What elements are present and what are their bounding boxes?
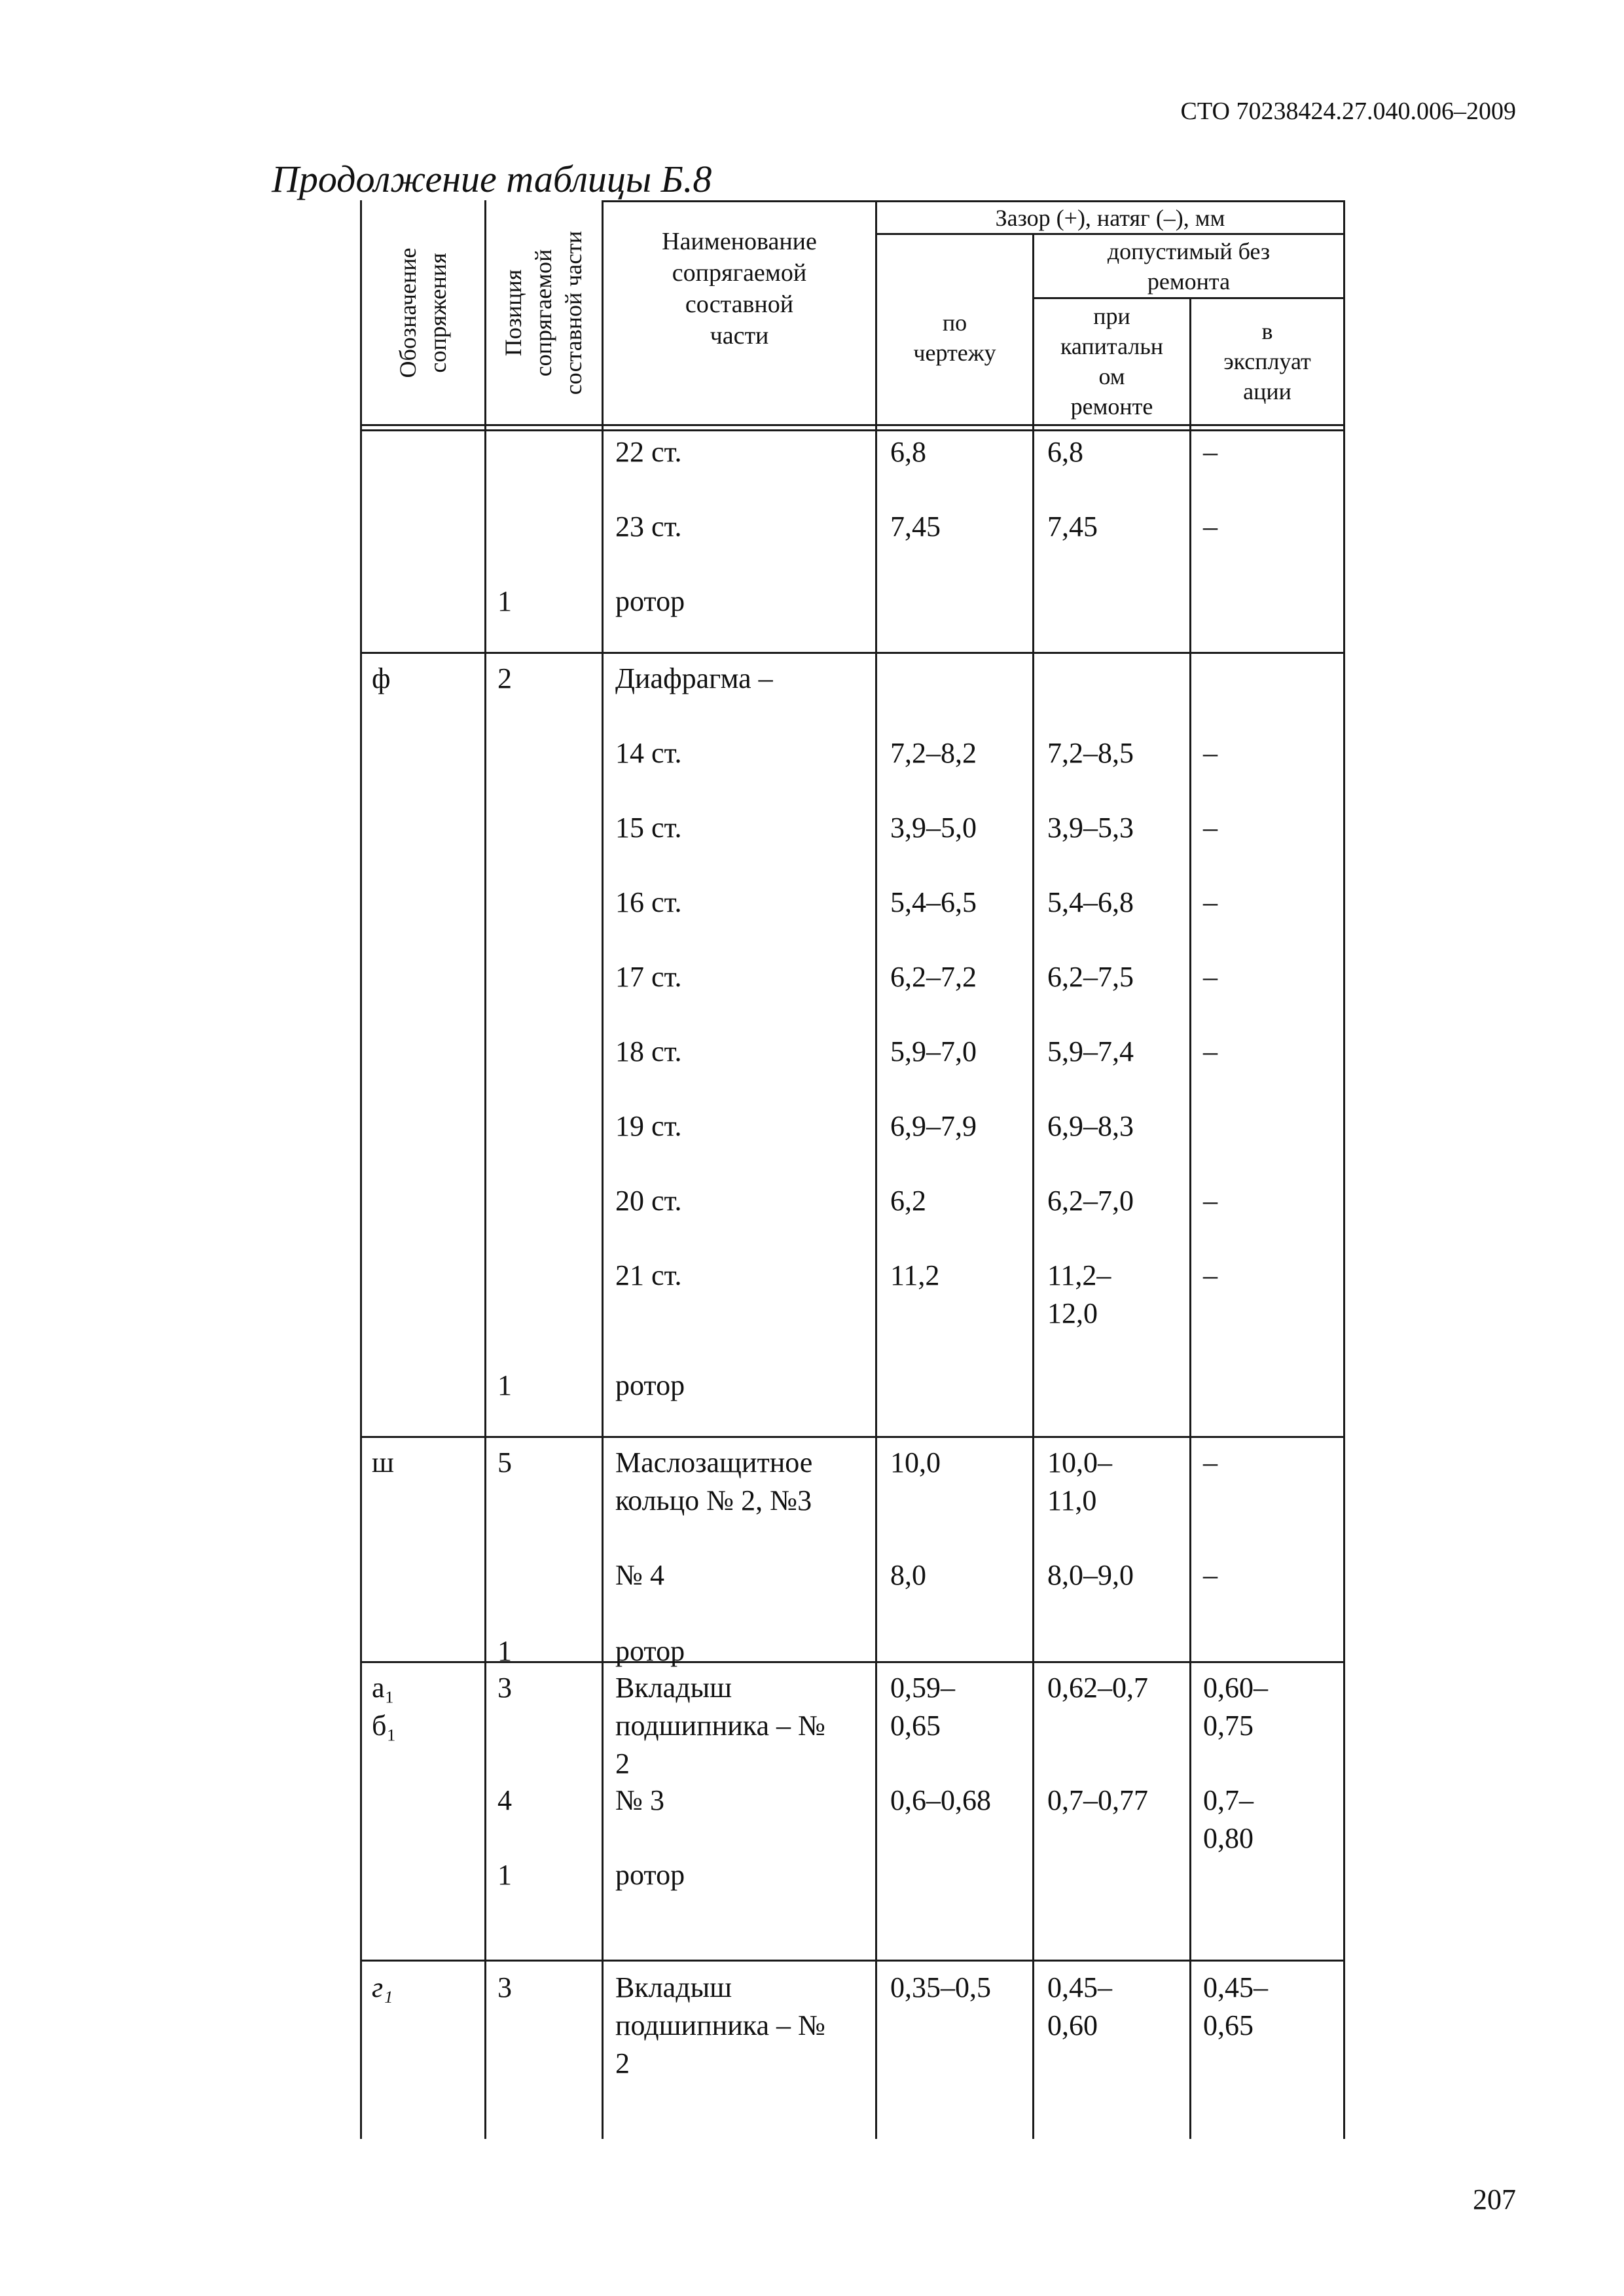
cell-pos: 3 bbox=[497, 1971, 512, 2003]
table-left-border bbox=[360, 200, 362, 2139]
cell-name: ротор bbox=[615, 1369, 685, 1401]
cell-cap: 6,8 bbox=[1047, 436, 1083, 468]
header-bottom-line bbox=[360, 424, 1345, 426]
cell-name: Диафрагма – bbox=[615, 662, 773, 694]
page-number: 207 bbox=[1473, 2183, 1516, 2215]
cell-oper: – bbox=[1203, 737, 1218, 769]
cell-draw: 5,9–7,0 bbox=[890, 1035, 977, 1067]
cell-draw: 7,2–8,2 bbox=[890, 737, 977, 769]
cell-draw: 10,0 bbox=[890, 1446, 941, 1479]
col-divider-4 bbox=[1032, 233, 1034, 2139]
cell-mark: г₁ bbox=[372, 1971, 393, 2003]
cell-cap: 5,4–6,8 bbox=[1047, 886, 1134, 918]
col-divider-3 bbox=[875, 200, 877, 2139]
cell-mark: а₁ б₁ bbox=[372, 1672, 397, 1742]
cell-cap: 10,0– 11,0 bbox=[1047, 1446, 1112, 1516]
cell-mark: ф bbox=[372, 662, 391, 694]
cell-oper: – bbox=[1203, 1446, 1218, 1479]
cell-oper: – bbox=[1203, 511, 1218, 543]
cell-cap: 5,9–7,4 bbox=[1047, 1035, 1134, 1067]
header-bottom-line-2 bbox=[360, 429, 1345, 431]
cell-oper: – bbox=[1203, 812, 1218, 844]
cell-oper: 0,45– 0,65 bbox=[1203, 1971, 1268, 2041]
cell-cap: 3,9–5,3 bbox=[1047, 812, 1134, 844]
cell-name: 19 ст. bbox=[615, 1110, 682, 1142]
standard-code: СТО 70238424.27.040.006–2009 bbox=[1180, 98, 1516, 125]
cell-mark: ш bbox=[372, 1446, 394, 1479]
cell-draw: 6,2–7,2 bbox=[890, 961, 977, 993]
cell-pos: 2 bbox=[497, 662, 512, 694]
cell-oper: 0,7– 0,80 bbox=[1203, 1784, 1254, 1854]
row-separator bbox=[360, 1960, 1345, 1962]
col-divider-1 bbox=[484, 200, 486, 2139]
cell-cap: 11,2– 12,0 bbox=[1047, 1259, 1111, 1329]
cell-draw: 0,6–0,68 bbox=[890, 1784, 991, 1816]
col-divider-2 bbox=[602, 200, 604, 2139]
clearance-table bbox=[360, 200, 1345, 2139]
table-caption: Продолжение таблицы Б.8 bbox=[272, 158, 712, 200]
col-divider-5 bbox=[1189, 297, 1191, 2139]
cell-pos: 4 bbox=[497, 1784, 512, 1816]
header-position: Позиция сопрягаемой составной части bbox=[500, 230, 586, 395]
cell-pos: 1 bbox=[497, 585, 512, 617]
cell-draw: 0,59– 0,65 bbox=[890, 1672, 955, 1742]
cell-draw: 8,0 bbox=[890, 1559, 926, 1591]
cell-pos: 1 bbox=[497, 1859, 512, 1891]
cell-cap: 7,45 bbox=[1047, 511, 1098, 543]
cell-pos: 1 bbox=[497, 1635, 512, 1667]
cell-draw: 6,2 bbox=[890, 1185, 926, 1217]
cell-draw: 11,2 bbox=[890, 1259, 940, 1291]
cell-oper: 0,60– 0,75 bbox=[1203, 1672, 1268, 1742]
cell-oper: – bbox=[1203, 886, 1218, 918]
header-capital-repair: при капитальн ом ремонте bbox=[1060, 303, 1164, 420]
cell-name: ротор bbox=[615, 1635, 685, 1667]
cell-oper: – bbox=[1203, 436, 1218, 468]
header-mark: Обозначение сопряжения bbox=[395, 247, 451, 378]
cell-oper: – bbox=[1203, 1559, 1218, 1591]
table-top-border bbox=[602, 200, 1345, 202]
cell-name: 23 ст. bbox=[615, 511, 682, 543]
cell-name: № 4 bbox=[615, 1559, 664, 1591]
cell-cap: 8,0–9,0 bbox=[1047, 1559, 1134, 1591]
cell-name: ротор bbox=[615, 585, 685, 617]
cell-pos: 1 bbox=[497, 1369, 512, 1401]
cell-name: ротор bbox=[615, 1859, 685, 1891]
row-separator bbox=[360, 652, 1345, 654]
header-by-drawing: по чертежу bbox=[913, 310, 996, 366]
cell-draw: 6,9–7,9 bbox=[890, 1110, 977, 1142]
header-operation: в эксплуат ации bbox=[1223, 318, 1311, 404]
cell-name: 20 ст. bbox=[615, 1185, 682, 1217]
cell-pos: 3 bbox=[497, 1672, 512, 1704]
cell-name: Маслозащитное кольцо № 2, №3 bbox=[615, 1446, 813, 1516]
cell-cap: 6,2–7,0 bbox=[1047, 1185, 1134, 1217]
row-separator bbox=[360, 1436, 1345, 1438]
cell-name: № 3 bbox=[615, 1784, 664, 1816]
cell-cap: 6,2–7,5 bbox=[1047, 961, 1134, 993]
cell-name: 17 ст. bbox=[615, 961, 682, 993]
cell-draw: 0,35–0,5 bbox=[890, 1971, 991, 2003]
header-part-name: Наименование сопрягаемой составной части bbox=[662, 228, 817, 350]
cell-draw: 5,4–6,5 bbox=[890, 886, 977, 918]
cell-cap: 0,7–0,77 bbox=[1047, 1784, 1148, 1816]
cell-draw: 6,8 bbox=[890, 436, 926, 468]
cell-name: Вкладыш подшипника – № 2 bbox=[615, 1672, 825, 1780]
header-allowable-group: допустимый без ремонта bbox=[1107, 238, 1271, 295]
cell-pos: 5 bbox=[497, 1446, 512, 1479]
cell-name: 16 ст. bbox=[615, 886, 682, 918]
cell-oper: – bbox=[1203, 1185, 1218, 1217]
cell-oper: – bbox=[1203, 961, 1218, 993]
cell-cap: 6,9–8,3 bbox=[1047, 1110, 1134, 1142]
cell-name: 22 ст. bbox=[615, 436, 682, 468]
cell-name: 21 ст. bbox=[615, 1259, 682, 1291]
cell-name: 18 ст. bbox=[615, 1035, 682, 1067]
cell-oper: – bbox=[1203, 1035, 1218, 1067]
cell-name: 14 ст. bbox=[615, 737, 682, 769]
cell-cap: 7,2–8,5 bbox=[1047, 737, 1134, 769]
cell-cap: 0,45– 0,60 bbox=[1047, 1971, 1112, 2041]
cell-oper: – bbox=[1203, 1259, 1218, 1291]
header-clearance-group: Зазор (+), натяг (–), мм bbox=[995, 205, 1225, 231]
cell-name: 15 ст. bbox=[615, 812, 682, 844]
cell-cap: 0,62–0,7 bbox=[1047, 1672, 1148, 1704]
cell-draw: 3,9–5,0 bbox=[890, 812, 977, 844]
cell-draw: 7,45 bbox=[890, 511, 941, 543]
table-right-border bbox=[1343, 200, 1345, 2139]
cell-name: Вкладыш подшипника – № 2 bbox=[615, 1971, 825, 2079]
